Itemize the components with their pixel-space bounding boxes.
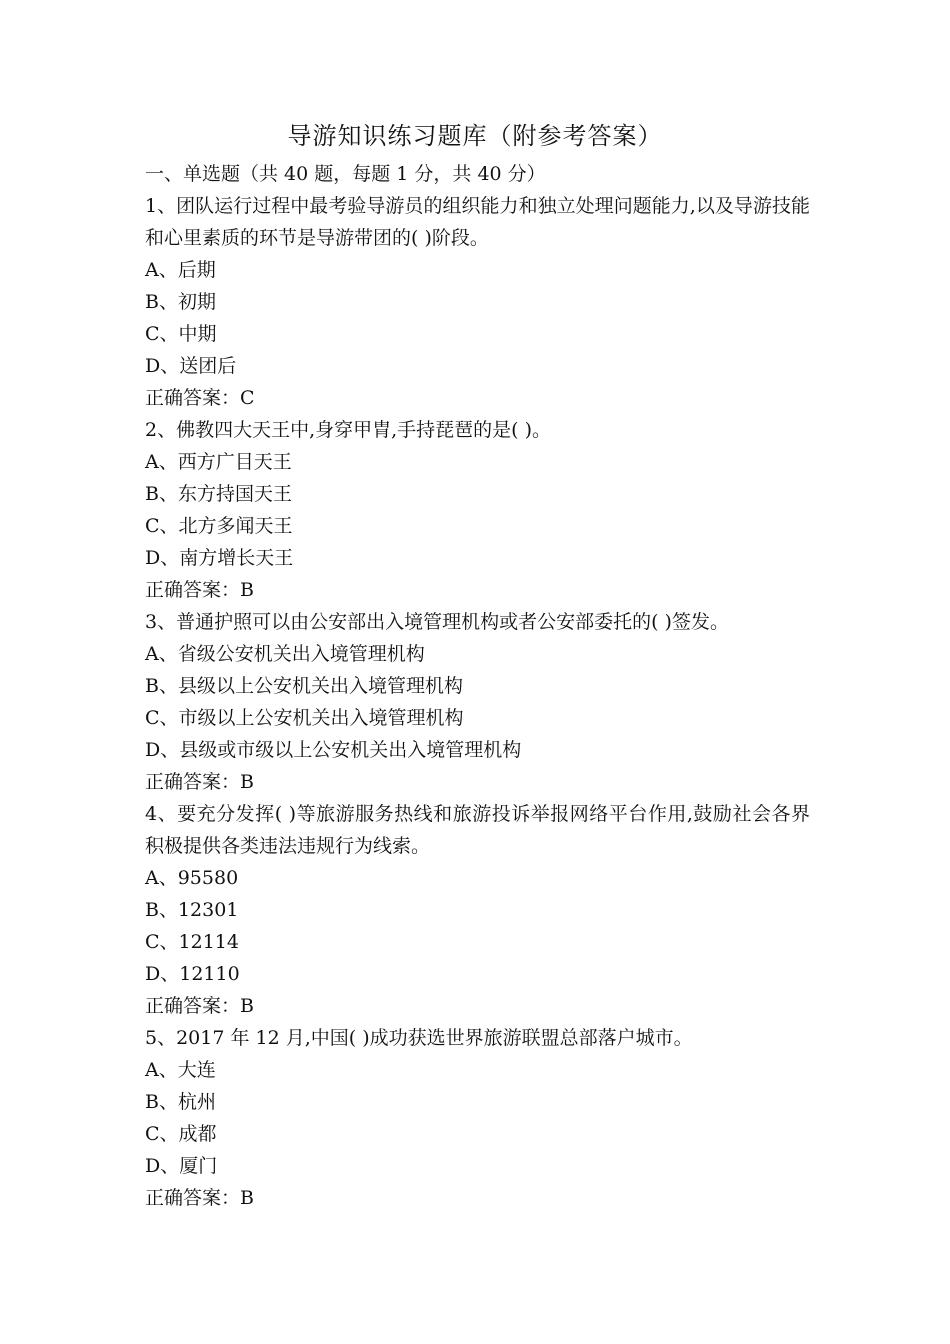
document-title: 导游知识练习题库（附参考答案） [287,122,663,150]
question-stem: 4、要充分发挥( )等旅游服务热线和旅游投诉举报网络平台作用,鼓励社会各界积极提供各类违法违规行为线索。 [145,803,810,857]
question-option: D、南方增长天王 [145,547,294,569]
answer-line: 正确答案：B [145,579,254,601]
question-option: D、县级或市级以上公安机关出入境管理机构 [145,739,522,761]
question-option: B、杭州 [145,1091,216,1113]
question-option: A、省级公安机关出入境管理机构 [145,643,425,665]
question-block [145,606,810,798]
question-option: D、12110 [145,963,240,985]
question-option: A、西方广目天王 [145,451,292,473]
section-heading: 一、单选题（共 40 题，每题 1 分，共 40 分） [145,163,546,185]
question-option: B、初期 [145,291,216,313]
question-option: C、北方多闻天王 [145,515,293,537]
question-stem: 2、佛教四大天王中,身穿甲胄,手持琵琶的是( )。 [145,419,552,441]
answer-line: 正确答案：B [145,771,254,793]
question-option: A、大连 [145,1059,216,1081]
question-block [145,414,810,606]
question-option: D、厦门 [145,1155,218,1177]
answer-line: 正确答案：B [145,995,254,1017]
question-option: B、东方持国天王 [145,483,292,505]
question-option: B、12301 [145,899,239,921]
answer-line: 正确答案：B [145,1187,254,1209]
document-body [145,158,810,1214]
question-option: A、95580 [145,867,239,889]
question-block [145,1022,810,1214]
question-option: D、送团后 [145,355,237,377]
answer-line: 正确答案：C [145,387,255,409]
question-option: A、后期 [145,259,216,281]
question-option: C、中期 [145,323,217,345]
question-option: C、12114 [145,931,239,953]
question-block [145,190,810,414]
question-stem: 1、团队运行过程中最考验导游员的组织能力和独立处理问题能力,以及导游技能和心里素质的环节是导游带团的( )阶段。 [145,195,810,249]
question-block [145,798,810,1022]
question-stem: 3、普通护照可以由公安部出入境管理机构或者公安部委托的( )签发。 [145,611,729,633]
question-option: B、县级以上公安机关出入境管理机构 [145,675,463,697]
question-stem: 5、2017 年 12 月,中国( )成功获选世界旅游联盟总部落户城市。 [145,1027,693,1049]
question-option: C、成都 [145,1123,217,1145]
question-option: C、市级以上公安机关出入境管理机构 [145,707,464,729]
